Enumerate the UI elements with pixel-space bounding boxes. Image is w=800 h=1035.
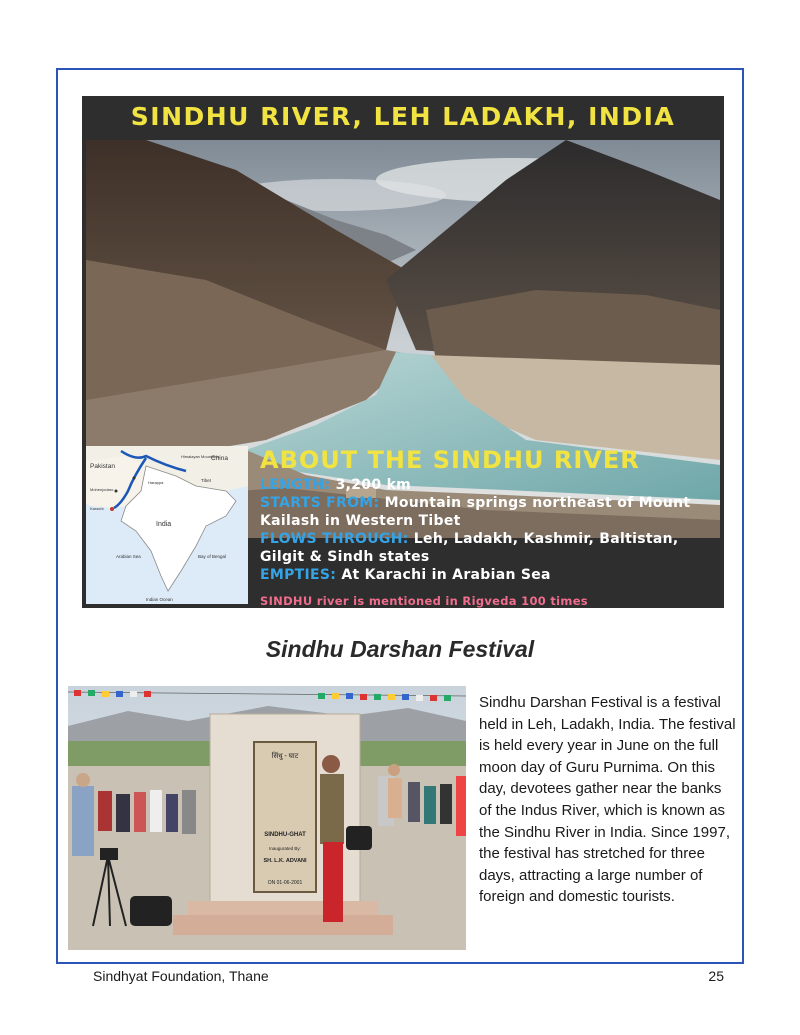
fact-value: At Karachi in Arabian Sea [341, 567, 551, 583]
fact-starts-from [260, 494, 720, 530]
map-label-bay-of-bengal: Bay of Bengal [198, 554, 227, 559]
map-label-harappa: Harappa [148, 480, 164, 485]
fact-value: Mountain springs northeast of Mount Kailash in Western Tibet [260, 495, 691, 529]
fact-empties [260, 566, 720, 584]
map-label-mohenjodaro: Mohenjodaro [90, 487, 114, 492]
plaque-advani: SH. L.K. ADVANI [263, 858, 307, 864]
map-label-china: China [211, 455, 228, 462]
fact-flows-through [260, 530, 720, 566]
fact-key: FLOWS THROUGH: [260, 531, 409, 547]
page-number: 25 [708, 968, 724, 984]
map-label-himalayan: Himalayan Mountains [181, 454, 220, 459]
plaque-inaugurated: Inaugurated By: [269, 846, 301, 851]
fact-value: 3,200 km [335, 477, 412, 493]
about-river-panel [260, 446, 720, 606]
map-label-pakistan: Pakistan [90, 463, 115, 470]
about-title: ABOUT THE SINDHU RIVER [260, 446, 640, 474]
rigveda-note: SINDHU river is mentioned in Rigveda 100 times [260, 594, 588, 608]
fact-key: LENGTH: [260, 477, 331, 493]
map-label-arabian-sea: Arabian Sea [116, 554, 141, 559]
fact-key: STARTS FROM: [260, 495, 380, 511]
fact-key: EMPTIES: [260, 567, 337, 583]
map-label-indian-ocean: Indian Ocean [146, 597, 173, 602]
plaque-sindhu-ghat: SINDHU-GHAT [264, 832, 306, 838]
festival-heading: Sindhu Darshan Festival [265, 636, 535, 662]
festival-description: Sindhu Darshan Festival is a festival held in Leh, Ladakh, India. The festival is held every year in June on the full moon day of Guru Purnima. On this day, devotees gather near the banks of the Indus River, which is known as the Sindhu River in India. Since 1997, the festival has stretched for three days, attracting a large number of foreign and domestic tourists. [479, 694, 736, 906]
map-label-india: India [156, 521, 172, 528]
map-label-tibet: Tibet [201, 478, 211, 483]
footer-organization: Sindhyat Foundation, Thane [93, 968, 269, 984]
festival-photo [68, 686, 466, 950]
fact-value: Leh, Ladakh, Kashmir, Baltistan, Gilgit & Sindh states [260, 531, 679, 565]
poster-title: SINDHU RIVER, LEH LADAKH, INDIA [130, 102, 676, 131]
plaque-hindi: सिंधु - घाट [271, 753, 299, 760]
map-label-karachi: Karachi [90, 506, 104, 511]
fact-length [260, 476, 720, 494]
india-map [86, 446, 248, 604]
river-poster [82, 96, 724, 608]
plaque-date: ON 01-06-2001 [267, 880, 303, 886]
